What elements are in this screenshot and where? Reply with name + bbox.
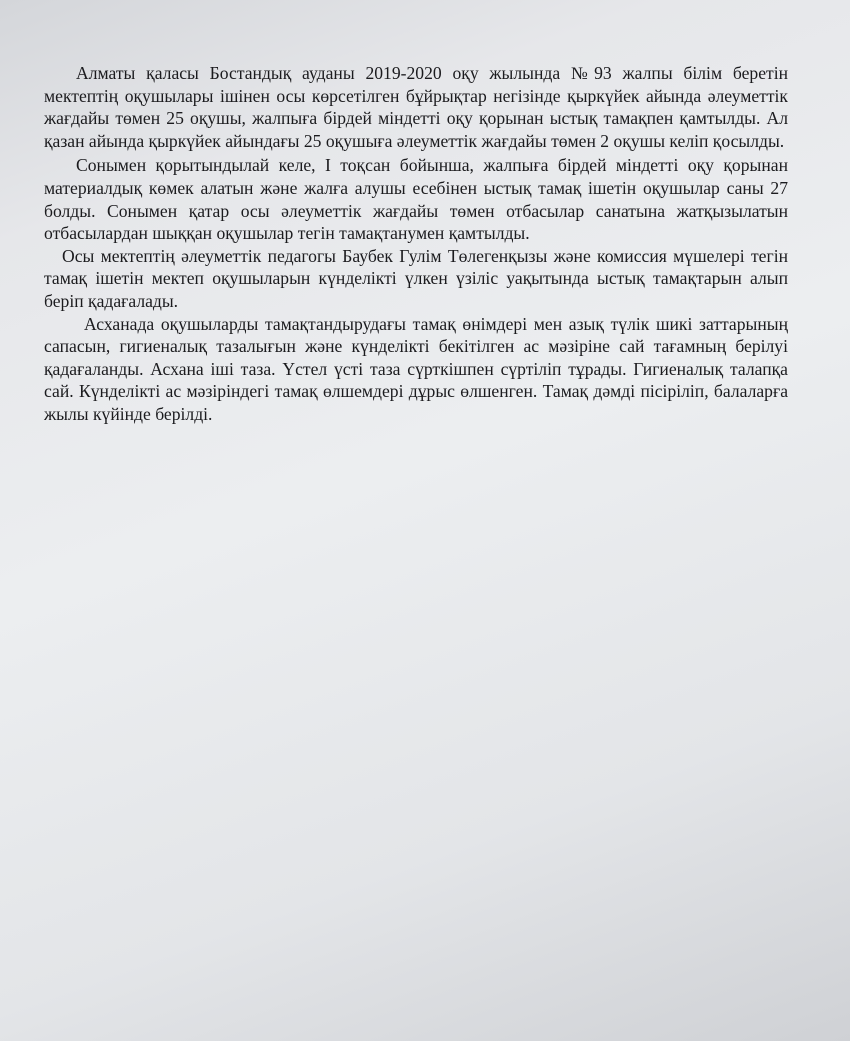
paragraph-1: Алматы қаласы Бостандық ауданы 2019-2020 оқу жылында №93 жалпы білім беретін мектептің оқушылары ішінен осы көрсетілген бұйрықтар негізінде қыркүйек айында әлеуметтік жағдайы төмен 25 оқушы, жалпыға бірдей міндетті оқу қорынан ыстық тамақпен қамтылды. Ал қазан айында қыркүйек айындағы 25 оқушыға әлеуметтік жағдайы төмен 2 оқушы келіп қосылды. <box>44 63 788 151</box>
paragraph-3: Осы мектептің әлеуметтік педагогы Баубек Гулім Төлегенқызы және комиссия мүшелері тегін тамақ ішетін мектеп оқушыларын күнделікті үлкен үзіліс уақытында ыстық тамақтарын алып беріп қадағалады. <box>44 245 788 311</box>
paragraph-2: Сонымен қорытындылай келе, I тоқсан бойынша, жалпыға бірдей міндетті оқу қорынан материалдық көмек алатын және жалға алушы есебінен ыстық тамақ ішетін оқушылар саны 27 болды. Сонымен қатар осы әлеуметтік жағдайы төмен отбасылар санатына жатқызылатын отбасылардан шыққан оқушылар тегін тамақтанумен қамтылды. <box>44 155 788 244</box>
paragraph-4: Асханада оқушыларды тамақтандырудағы тамақ өнімдері мен азық түлік шикі заттарының сапасын, гигиеналық тазалығын және күнделікті бекітілген ас мәзіріне сай тағамның берілуі қадағаланды. Асхана іші таза. Үстел үсті таза сүрткішпен сүртіліп тұрады. Гигиеналық талапқа сай. Күнделікті ас мәзіріндегі тамақ өлшемдері дұрыс өлшенген. Тамақ дәмді пісіріліп, балаларға жылы күйінде берілді. <box>44 313 788 424</box>
